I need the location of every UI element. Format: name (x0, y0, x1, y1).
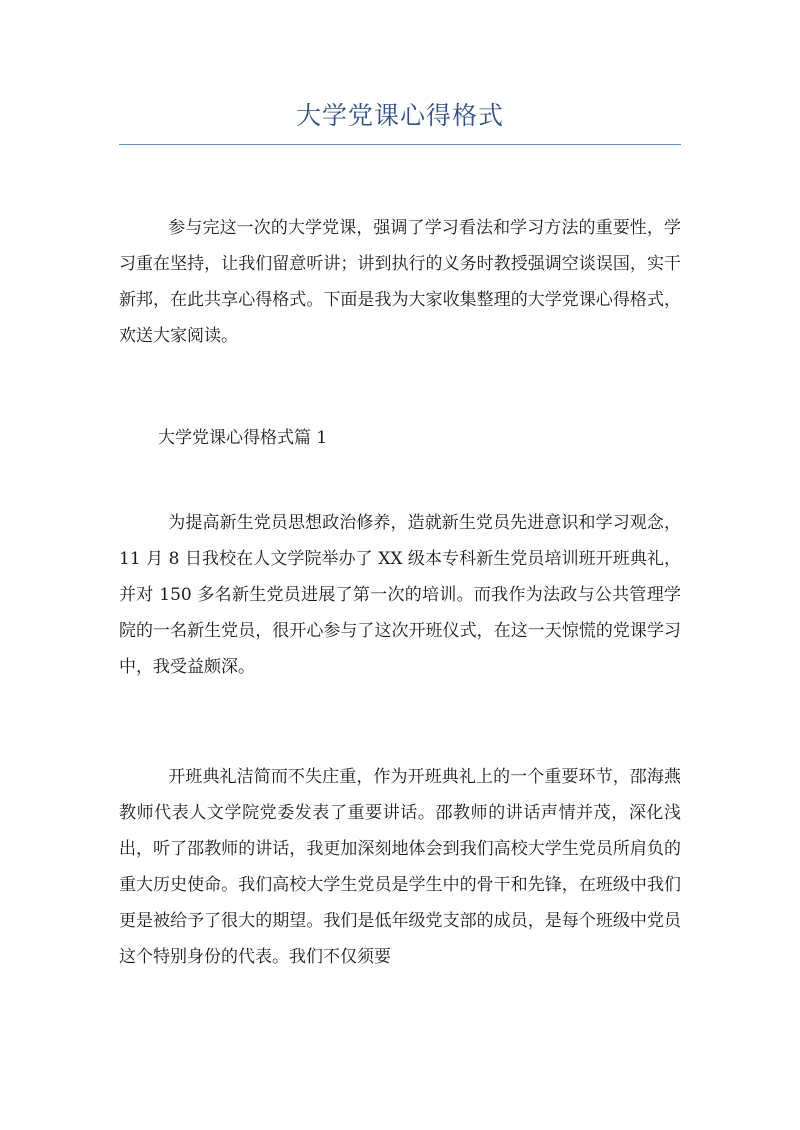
intro-paragraph-block (119, 210, 681, 354)
body-paragraph-1: 为提高新生党员思想政治修养，造就新生党员先进意识和学习观念，11 月 8 日我校在人文学院举办了 XX 级本专科新生党员培训班开班典礼，并对 150 多名新生党员进展了第一次的培训。而我作为法政与公共管理学院的一名新生党员，很开心参与了这次开班仪式，在这一天惊慌的党课学习中，我受益颇深。 (119, 513, 681, 677)
intro-paragraph: 参与完这一次的大学党课，强调了学习看法和学习方法的重要性，学习重在坚持，让我们留意听讲；讲到执行的义务时教授强调空谈误国，实干新邦，在此共享心得格式。下面是我为大家收集整理的大学党课心得格式，欢送大家阅读。 (119, 218, 681, 346)
section-heading: 大学党课心得格式篇 1 (158, 428, 328, 448)
title-underline (119, 144, 681, 145)
document-title: 大学党课心得格式 (295, 101, 504, 130)
body-paragraph-2: 开班典礼洁简而不失庄重，作为开班典礼上的一个重要环节，邵海燕教师代表人文学院党委发表了重要讲话。邵教师的讲话声情并茂，深化浅出，听了邵教师的讲话，我更加深刻地体会到我们高校大学生党员所肩负的重大历史使命。我们高校大学生党员是学生中的骨干和先锋，在班级中我们更是被给予了很大的期望。我们是低年级党支部的成员，是每个班级中党员这个特别身份的代表。我们不仅须要 (119, 767, 681, 967)
paragraph-2-block (119, 759, 681, 975)
paragraph-1-block (119, 505, 681, 685)
